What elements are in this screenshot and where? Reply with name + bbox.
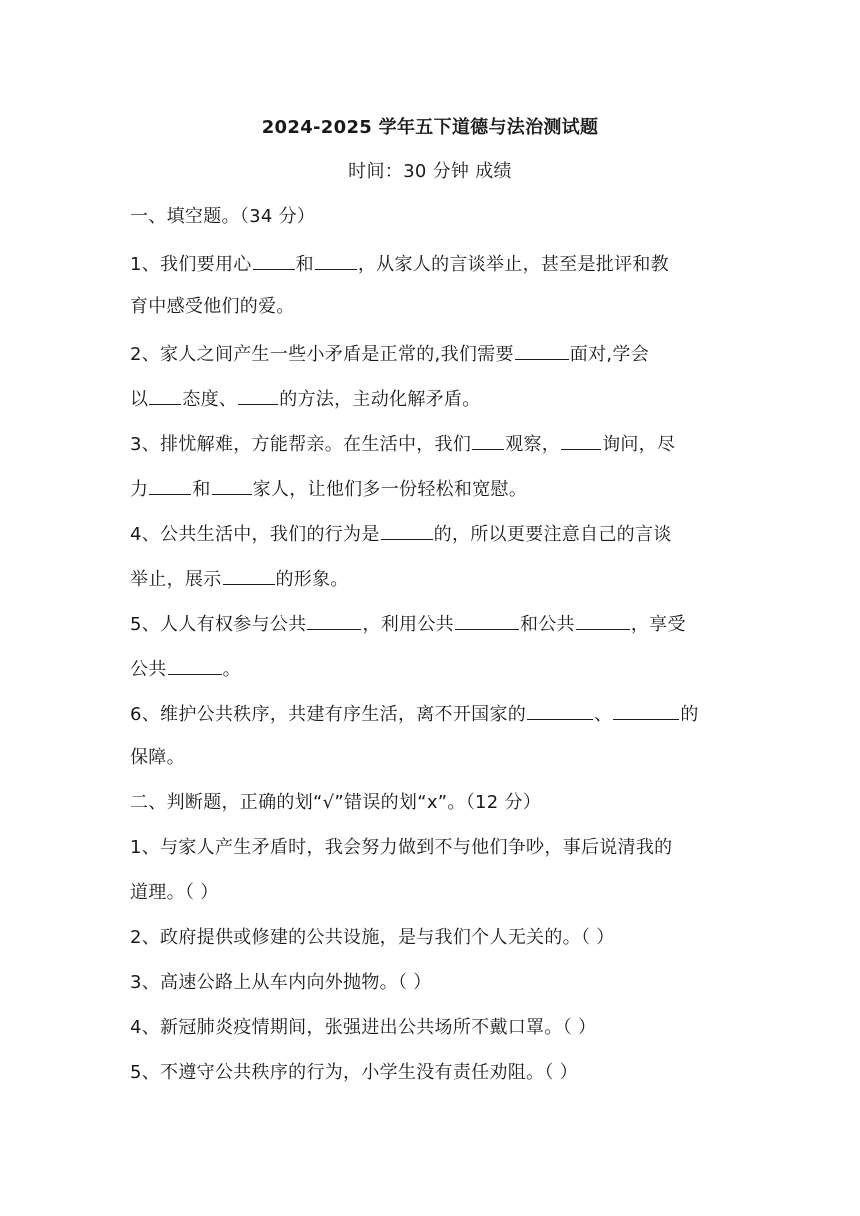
text: 5、人人有权参与公共 — [130, 614, 307, 635]
text: 。 — [222, 659, 241, 680]
text: 2、家人之间产生一些小矛盾是正常的,我们需要 — [130, 344, 514, 365]
judge-question-4: 4、新冠肺炎疫情期间，张强进出公共场所不戴口罩。（ ） — [130, 1017, 597, 1038]
judge-question-1-line-2: 道理。（ ） — [130, 882, 219, 903]
text: 举止，展示 — [130, 569, 222, 590]
question-5-line-1 — [130, 611, 730, 637]
text: 公共 — [130, 659, 167, 680]
answer-blank[interactable] — [149, 386, 181, 405]
judge-question-3: 3、高速公路上从车内向外抛物。（ ） — [130, 972, 432, 993]
text: 6、维护公共秩序，共建有序生活，离不开国家的 — [130, 704, 527, 725]
question-5-line-2 — [130, 656, 730, 682]
answer-blank[interactable] — [238, 386, 278, 405]
question-2-line-1 — [130, 341, 730, 367]
text: 3、排忧解难，方能帮亲。在生活中，我们 — [130, 434, 472, 455]
question-6-line-1 — [130, 701, 730, 727]
section1-heading: 一、填空题。（34 分） — [130, 206, 316, 227]
text: ，利用公共 — [362, 614, 454, 635]
question-6-line-2: 保障。 — [130, 747, 185, 768]
question-3-line-1 — [130, 431, 730, 457]
text: 面对,学会 — [569, 344, 650, 365]
text: 的形象。 — [275, 569, 349, 590]
answer-blank[interactable] — [613, 701, 679, 720]
question-1-line-2: 育中感受他们的爱。 — [130, 296, 295, 317]
question-3-line-2 — [130, 476, 730, 502]
answer-blank[interactable] — [168, 656, 222, 675]
answer-blank[interactable] — [576, 611, 630, 630]
answer-blank[interactable] — [515, 341, 569, 360]
question-2-line-2 — [130, 386, 730, 412]
question-4-line-2 — [130, 566, 730, 592]
answer-blank[interactable] — [149, 476, 191, 495]
answer-blank[interactable] — [223, 566, 275, 585]
text: ，从家人的言谈举止，甚至是批评和教 — [357, 254, 669, 275]
answer-blank[interactable] — [307, 611, 361, 630]
answer-blank[interactable] — [527, 701, 593, 720]
judge-question-1-line-1: 1、与家人产生矛盾时，我会努力做到不与他们争吵，事后说清我的 — [130, 837, 673, 858]
text: 家人，让他们多一份轻松和宽慰。 — [252, 479, 528, 500]
page-subtitle: 时间：30 分钟 成绩 — [348, 161, 512, 182]
page-title: 2024-2025 学年五下道德与法治测试题 — [261, 117, 599, 138]
text: 观察， — [505, 434, 561, 455]
text: 询问，尽 — [602, 434, 676, 455]
answer-blank[interactable] — [561, 431, 601, 450]
judge-question-5: 5、不遵守公共秩序的行为，小学生没有责任劝阻。（ ） — [130, 1062, 578, 1083]
text: 态度、 — [182, 389, 238, 410]
text: 、 — [594, 704, 613, 725]
text: 的 — [680, 704, 699, 725]
answer-blank[interactable] — [253, 251, 295, 270]
question-4-line-1 — [130, 521, 730, 547]
text: 4、公共生活中，我们的行为是 — [130, 524, 380, 545]
question-1-line-1 — [130, 251, 730, 277]
text: 1、我们要用心 — [130, 254, 252, 275]
answer-blank[interactable] — [455, 611, 519, 630]
answer-blank[interactable] — [212, 476, 252, 495]
text: 的，所以更要注意自己的言谈 — [433, 524, 672, 545]
judge-question-2: 2、政府提供或修建的公共设施，是与我们个人无关的。（ ） — [130, 927, 615, 948]
answer-blank[interactable] — [315, 251, 357, 270]
text: 和公共 — [519, 614, 575, 635]
section2-heading: 二、判断题，正确的划“√”错误的划“x”。（12 分） — [130, 792, 542, 813]
answer-blank[interactable] — [381, 521, 433, 540]
text: ，享受 — [630, 614, 686, 635]
text: 和 — [192, 479, 211, 500]
text: 力 — [130, 479, 149, 500]
text: 以 — [130, 389, 149, 410]
text: 的方法，主动化解矛盾。 — [279, 389, 481, 410]
text: 和 — [295, 254, 314, 275]
answer-blank[interactable] — [472, 431, 504, 450]
